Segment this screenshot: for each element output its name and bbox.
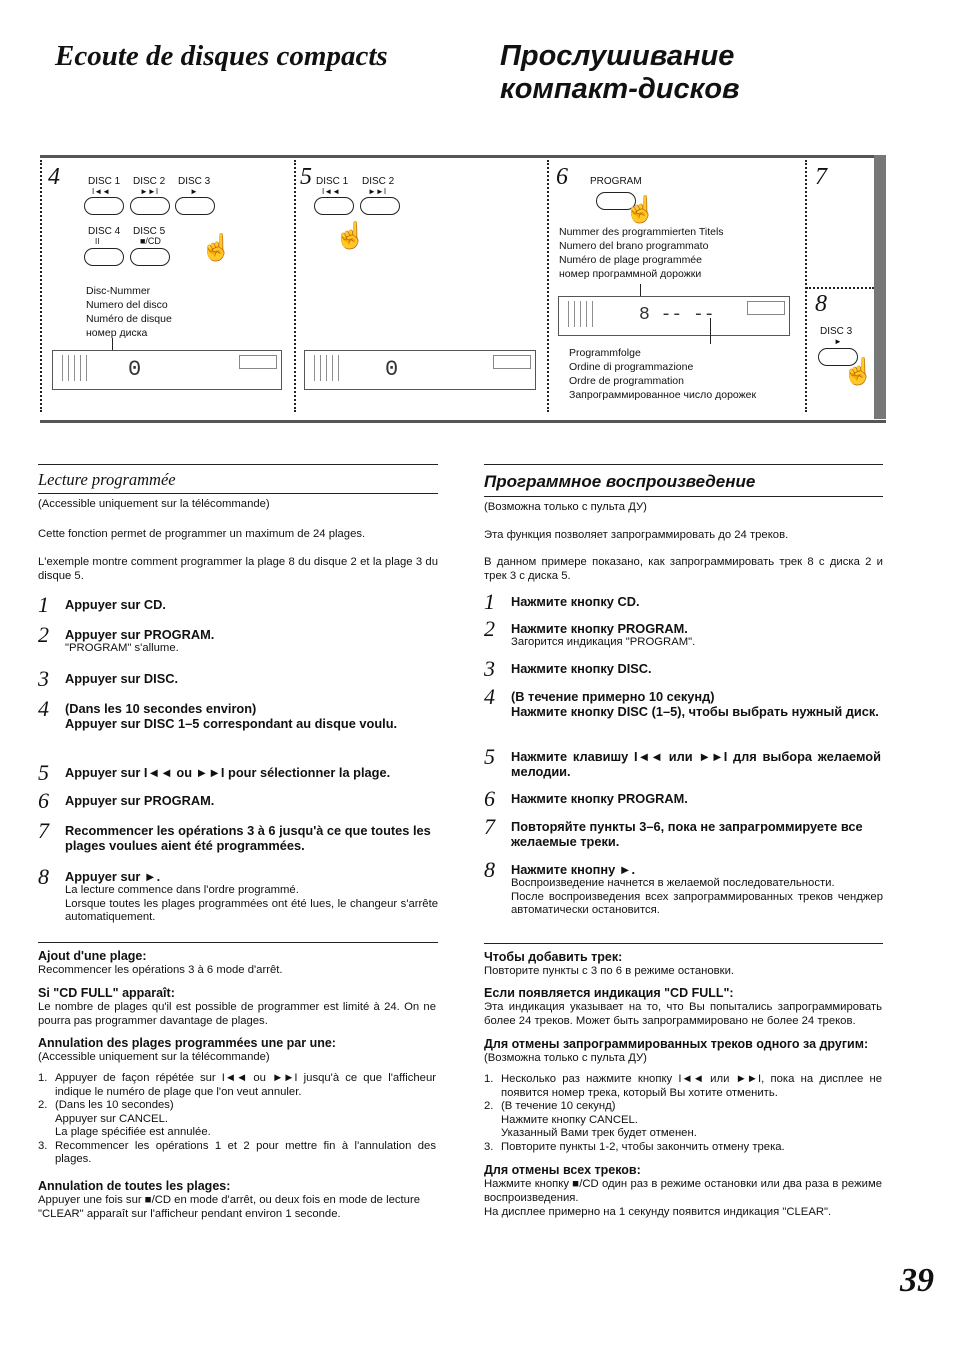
step-body <box>511 621 883 650</box>
section-heading-ru: Программное воспроизведение <box>484 472 756 491</box>
prev-button[interactable] <box>314 197 354 215</box>
step-number: 5 <box>300 164 312 190</box>
caption-line: номер программной дорожки <box>559 268 702 280</box>
note-heading: Если появляется индикация "CD FULL": <box>484 986 734 1000</box>
intro: (Возможна только с пульта ДУ) <box>484 501 647 513</box>
lcd-digit: 8 -- -- <box>639 305 715 325</box>
list-item <box>38 1099 436 1140</box>
divider <box>294 160 296 412</box>
step-number: 5 <box>38 760 49 785</box>
step-text: Appuyer sur CD. <box>65 597 166 612</box>
note-heading: Для отмены запрограммированных треков одного за другим: <box>484 1037 869 1051</box>
pressing-hand-icon: ☝ <box>624 194 657 224</box>
step-text: Appuyer sur PROGRAM. <box>65 793 215 808</box>
next-icon: ►►I <box>368 187 387 196</box>
section-rule <box>484 496 883 497</box>
page-title-ru-line1: Прослушивание <box>500 40 735 72</box>
lcd-indicator <box>747 301 785 315</box>
intro: (Accessible uniquement sur la télécommande) <box>38 498 270 510</box>
step-number: 7 <box>484 814 495 839</box>
step-text: Нажмите кнопку CD. <box>511 594 640 609</box>
divider <box>547 160 549 412</box>
step-number: 4 <box>38 696 49 721</box>
intro: Cette fonction permet de programmer un maximum de 24 plages. <box>38 528 366 540</box>
list-text: Несколько раз нажмите кнопку I◄◄ или ►►I, пока на дисплее не появится номер трека, который Вы хотите отменить. <box>501 1073 882 1099</box>
caption-line: Numero del brano programmato <box>559 240 709 252</box>
note-text: (Accessible uniquement sur la télécommande) <box>38 1051 270 1063</box>
step-text: Нажмите кнопку DISC. <box>511 661 652 676</box>
step-number: 3 <box>38 666 49 691</box>
step-number: 4 <box>484 684 495 709</box>
step-body <box>511 862 883 918</box>
step-number: 2 <box>484 616 495 641</box>
step-number: 5 <box>484 744 495 769</box>
disc3-button[interactable] <box>175 197 215 215</box>
lcd-segments <box>563 301 593 327</box>
disc3-label: DISC 3 <box>178 176 211 187</box>
note-text: Повторите пункты с 3 по 6 в режиме остановки. <box>484 965 735 977</box>
lcd-display <box>558 296 790 336</box>
step-number: 3 <box>484 656 495 681</box>
list-text: Recommencer les opérations 1 et 2 pour mettre fin à l'annulation des plages. <box>55 1139 436 1165</box>
disc4-label: DISC 4 <box>88 226 121 237</box>
disc4-button[interactable] <box>84 248 124 266</box>
step-text: Нажмите кнопку PROGRAM. <box>511 621 688 636</box>
step-subtext: La lecture commence dans l'ordre programmé. Lorsque toutes les plages programmées ont été lues, le changeur s'arrête automatiquement. <box>65 884 438 923</box>
notes-fr <box>38 949 436 1221</box>
prev-icon: I◄◄ <box>322 187 341 196</box>
step-text: Appuyer sur DISC. <box>65 671 179 686</box>
disc1-label: DISC 1 <box>88 176 121 187</box>
prev-icon: I◄◄ <box>92 187 111 196</box>
list-item <box>38 1072 436 1099</box>
divider <box>805 160 807 412</box>
disc5-label: DISC 5 <box>133 226 166 237</box>
list-marker: 2. <box>38 1099 48 1111</box>
disc1-label: DISC 1 <box>316 176 349 187</box>
step-text: Appuyer sur ►. <box>65 869 161 884</box>
step-subtext: Воспроизведение начнется в желаемой последовательности. После воспроизведения всех запрограммированных треков ченджер автоматически остановится. <box>511 877 883 916</box>
list-item <box>484 1073 882 1100</box>
note-heading: Annulation des plages programmées une par une: <box>38 1036 336 1050</box>
lcd-indicator <box>493 355 531 369</box>
list-text: Повторите пункты 1-2, чтобы закончить отмену трека. <box>501 1140 785 1153</box>
section-heading-fr: Lecture programmée <box>38 470 176 489</box>
step-text: Recommencer les opérations 3 à 6 jusqu'à ce que toutes les plages voulues aient été programmées. <box>65 823 431 853</box>
step-number: 6 <box>484 786 495 811</box>
lcd-digit: 0 <box>128 357 142 382</box>
step-number: 7 <box>815 164 827 190</box>
pressing-hand-icon: ☝ <box>842 356 875 386</box>
step-number: 1 <box>484 589 495 614</box>
page-title-ru-line2: компакт-дисков <box>500 73 740 105</box>
notes-ru <box>484 950 882 1219</box>
step-subtext: "PROGRAM" s'allume. <box>65 642 179 654</box>
note-text: Эта индикация указывает на то, что Вы попытались запрограммировать более 24 треков. Может быть запрограммировано не более 24 треков. <box>484 1001 882 1027</box>
note-text: Appuyer une fois sur ■/CD en mode d'arrêt, ou deux fois en mode de lecture "CLEAR" apparaît sur l'afficheur pendant environ 1 seconde. <box>38 1193 420 1220</box>
play-icon: ► <box>190 187 198 196</box>
step-number: 1 <box>38 592 49 617</box>
section-rule <box>38 493 438 494</box>
pressing-hand-icon: ☝ <box>334 220 367 250</box>
section-rule <box>484 943 883 944</box>
cancel-list <box>484 1073 882 1154</box>
list-marker: 1. <box>38 1072 48 1084</box>
step-number: 4 <box>48 164 60 190</box>
cancel-list <box>38 1072 436 1167</box>
stop-cd-icon: ■/CD <box>140 236 161 246</box>
section-rule <box>38 942 438 943</box>
page-title-fr: Ecoute de disques compacts <box>55 40 388 72</box>
list-item <box>484 1100 882 1141</box>
step-text: (В течение примерно 10 секунд) Нажмите кнопку DISC (1–5), чтобы выбрать нужный диск. <box>511 689 879 719</box>
intro: Эта функция позволяет запрограммировать до 24 треков. <box>484 529 789 541</box>
step-body <box>65 869 438 925</box>
disc2-button[interactable] <box>130 197 170 215</box>
disc2-label: DISC 2 <box>133 176 166 187</box>
list-text: Appuyer de façon répétée sur I◄◄ ou ►►I jusqu'à ce que l'afficheur indique le numéro de plage que l'on veut annuler. <box>55 1072 436 1098</box>
pause-icon: II <box>95 237 100 246</box>
list-marker: 3. <box>38 1139 48 1152</box>
program-label: PROGRAM <box>590 176 642 187</box>
step-text: Appuyer sur I◄◄ ou ►►I pour sélectionner la plage. <box>65 765 391 780</box>
lcd-digit: 0 <box>385 357 399 382</box>
list-marker: 3. <box>484 1140 494 1153</box>
step-text: Нажмите кнопну ►. <box>511 862 636 877</box>
caption-line: Numéro de plage programmée <box>559 254 702 266</box>
caption <box>569 346 756 402</box>
callout-line <box>710 318 711 344</box>
step-body <box>65 627 438 656</box>
caption-line: Ordine di programmazione <box>569 361 694 373</box>
caption-line: Nummer des programmierten Titels <box>559 226 724 238</box>
caption-line: Programmfolge <box>569 347 641 359</box>
disc5-button[interactable] <box>130 248 170 266</box>
step-text: Appuyer sur PROGRAM. <box>65 627 215 642</box>
step-number: 7 <box>38 818 49 843</box>
note-text: Le nombre de plages qu'il est possible de programmer est limité à 24. On ne pourra pas programmer davantage de plages. <box>38 1001 436 1027</box>
note-heading: Чтобы добавить трек: <box>484 950 623 964</box>
list-text: (Dans les 10 secondes) Appuyer sur CANCEL. La plage spécifiée est annulée. <box>55 1099 211 1138</box>
lcd-display <box>52 350 282 390</box>
step-number: 8 <box>815 291 827 317</box>
caption <box>86 284 172 340</box>
intro: В данном примере показано, как запрограммировать трек 8 с диска 2 и трек 3 с диска 5. <box>484 556 883 582</box>
step-number: 6 <box>38 788 49 813</box>
caption <box>559 225 724 281</box>
note-text: (Возможна только с пульта ДУ) <box>484 1052 647 1064</box>
page-number: 39 <box>900 1262 934 1299</box>
pressing-hand-icon: ☝ <box>200 232 233 262</box>
caption-line: Запрограммированное число дорожек <box>569 389 757 401</box>
list-marker: 2. <box>484 1100 494 1112</box>
next-button[interactable] <box>360 197 400 215</box>
next-icon: ►►I <box>140 187 159 196</box>
disc3-label: DISC 3 <box>820 326 853 337</box>
play-icon: ► <box>834 337 842 346</box>
step-number: 6 <box>556 164 568 190</box>
step-text: Нажмите клавишу I◄◄ или ►►I для выбора желаемой мелодии. <box>511 749 881 779</box>
lcd-display <box>304 350 536 390</box>
note-text: Recommencer les opérations 3 à 6 mode d'arrêt. <box>38 964 283 976</box>
step-number: 8 <box>38 864 49 889</box>
step-text: (Dans les 10 secondes environ) Appuyer sur DISC 1–5 correspondant au disque voulu. <box>65 701 398 731</box>
caption-line: номер диска <box>86 327 148 339</box>
note-heading: Annulation de toutes les plages: <box>38 1178 231 1193</box>
step-text: Нажмите кнопку PROGRAM. <box>511 791 688 806</box>
divider <box>806 287 874 289</box>
note-heading: Ajout d'une plage: <box>38 949 147 963</box>
step-subtext: Загорится индикация "PROGRAM". <box>511 636 696 648</box>
section-rule <box>484 464 883 465</box>
list-item <box>484 1141 882 1155</box>
lcd-indicator <box>239 355 277 369</box>
section-rule <box>38 464 438 465</box>
disc1-button[interactable] <box>84 197 124 215</box>
step-number: 2 <box>38 622 49 647</box>
step-text: Повторяйте пункты 3–6, пока не запрагроммируете все желаемые треки. <box>511 819 863 849</box>
lcd-segments <box>309 355 339 381</box>
divider <box>40 160 42 412</box>
note-heading: Для отмены всех треков: <box>484 1163 641 1177</box>
caption-line: Numéro de disque <box>86 313 172 325</box>
list-marker: 1. <box>484 1073 494 1085</box>
note-text: Нажмите кнопку ■/CD один раз в режиме остановки или два раза в режиме воспроизведения. На дисплее примерно на 1 секунду появится индикация "CLEAR". <box>484 1178 882 1218</box>
caption-line: Numero del disco <box>86 299 168 311</box>
list-item <box>38 1140 436 1167</box>
list-text: (В течение 10 секунд) Нажмите кнопку CANCEL. Указанный Вами трек будет отменен. <box>501 1100 697 1139</box>
caption-line: Ordre de programmation <box>569 375 684 387</box>
disc2-label: DISC 2 <box>362 176 395 187</box>
page-title-ru <box>500 40 740 106</box>
diagram-band-edge <box>874 155 886 419</box>
intro: L'exemple montre comment programmer la plage 8 du disque 2 et la plage 3 du disque 5. <box>38 556 438 582</box>
note-heading: Si "CD FULL" apparaît: <box>38 986 175 1000</box>
lcd-segments <box>57 355 87 381</box>
caption-line: Disc-Nummer <box>86 285 151 297</box>
step-number: 8 <box>484 857 495 882</box>
